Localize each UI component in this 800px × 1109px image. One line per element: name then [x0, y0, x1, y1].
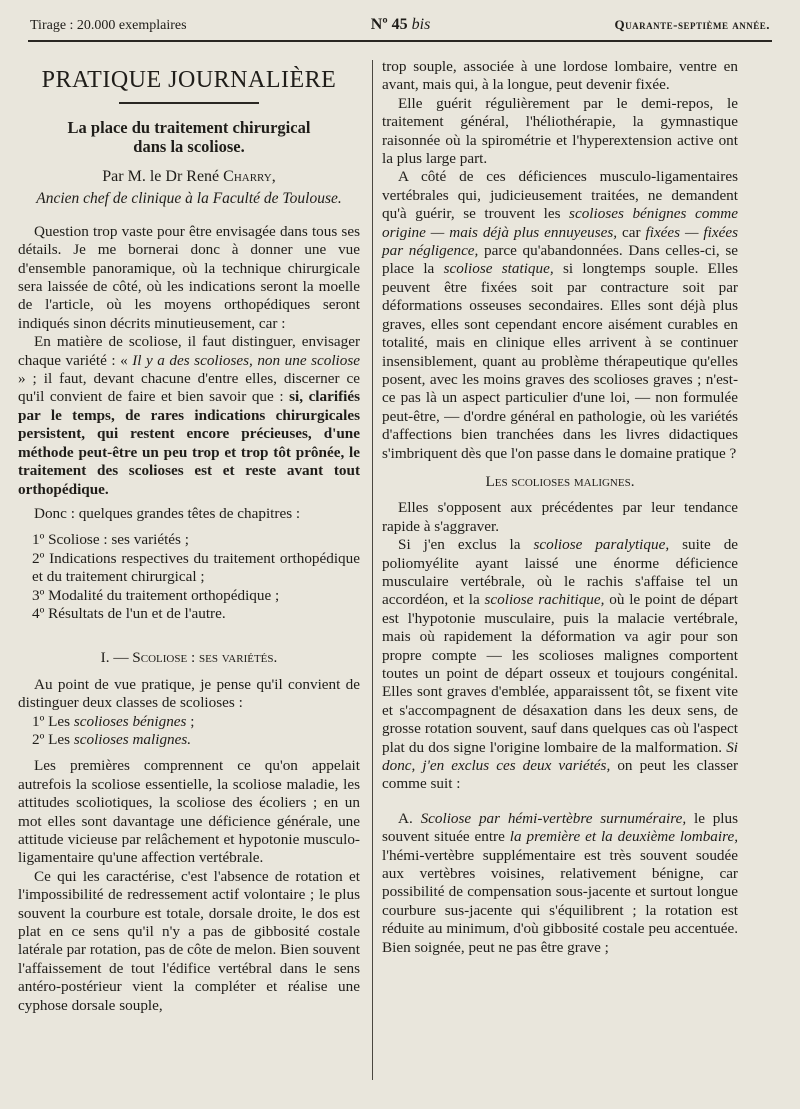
text-run: où le point de départ est l'hypotonie musculaire, puis la malacie vertébrale, mais où rapidement la déformation va agir pour son propre compte — les scolioses malignes comportent toutes un point de départ osseux et toujours congénital. Elles sont graves d'emblée, apparaissent tôt, se fixent vite et s'accompagnent de désaxation dans les deux sens, de grosse rotation souvent, sauf dans quelques cas où l'aspect plat du dos signe l'origine lombaire de la malformation. — [382, 591, 739, 756]
header-rule — [28, 40, 772, 42]
text-run: En matière de scoliose, il faut distinguer, envisager chaque variété : « — [18, 333, 360, 369]
author-affiliation: Ancien chef de clinique à la Faculté de Toulouse. — [36, 190, 342, 208]
text-run: si longtemps souple. Elles peuvent être fixées soit par contracture soit par déformations osseuses secondaires. Elles sont déjà plus graves, elles sont cependant encore aisément curables en totalité, mais en clinique elles arrivent à se continuer insensiblement, quant au problème thérapeutique qu'elles posent, avec les moins graves des scolioses graves ; n'est-ce pas là un aspect particulier d'une loi, — non formulée peut-être, — d'ordre général en pathologie, où les variétés d'affections bien tranchées dans les livres didactiques s'imbriquent dès que l'on passe dans le domaine pratique ? — [382, 260, 739, 462]
emphasis: scoliose statique, — [443, 260, 554, 278]
text-run: ; — [190, 712, 195, 730]
text-run: car — [622, 223, 641, 241]
chapter-list — [18, 531, 360, 623]
text-run: parce qu'abandonnées. Dans celles-ci, se place la — [382, 242, 738, 278]
paragraph: Question trop vaste pour être envisagée dans tous ses détails. Je me bornerai donc à donner une vue d'ensemble panoramique, où la technique chirurgicale sera laissée de côté, où les indications seront la moelle de l'article, où les moyens orthopédiques seront indiqués sinon décrits minutieusement, car : — [18, 222, 360, 332]
text-run: A côté de ces déficiences musculo-ligamentaires vertébrales qui, judicieusement traitées, ne demandent qu'à guérir, se trouvent les — [382, 168, 738, 223]
paragraph — [18, 333, 360, 499]
text-run: A. — [398, 809, 413, 827]
emphasis: scoliose paralytique, — [533, 536, 670, 554]
running-head — [30, 16, 770, 40]
text-run: » ; il faut, devant chacune d'entre elles, discerner ce qu'il convient de faire et bien savoir que : — [18, 370, 360, 406]
subheading: Les scolioses malignes. — [485, 472, 635, 490]
paragraph: Les premières comprennent ce qu'on appelait autrefois la scoliose essentielle, la scoliose maladie, les attitudes scoliotiques, la scoliose des écoliers ; en un mot elles sont davantage une déficience générale, une attitude vicieuse par relâchement et hypotonie musculo-ligamentaire qu'une affection vertébrale. — [18, 757, 360, 867]
emphasis: scolioses malignes. — [73, 730, 192, 748]
text-run: Si j'en exclus la — [398, 536, 521, 554]
article-title-line-2: dans la scoliose. — [133, 137, 245, 156]
paragraph: Au point de vue pratique, je pense qu'il convient de distinguer deux classes de scolioses : — [18, 675, 360, 712]
list-item — [18, 731, 360, 749]
article-title-line-1: La place du traitement chirurgical — [67, 118, 311, 137]
subheading: I. — Scoliose : ses variétés. — [100, 649, 278, 667]
issue-number-prefix: Nº 45 — [370, 16, 408, 33]
list-item — [18, 713, 360, 731]
spacer — [382, 794, 738, 810]
issue-number-suffix: bis — [411, 16, 431, 33]
title-rule — [119, 102, 259, 104]
text-run: on peut les classer comme suit : — [382, 757, 739, 793]
print-run: Tirage : 20.000 exemplaires — [30, 18, 187, 33]
list-item: 3º Modalité du traitement orthopédique ; — [32, 586, 280, 604]
class-list — [18, 713, 360, 750]
emphasis: Si donc, j'en exclus ces deux variétés, — [382, 738, 739, 775]
emphasis: scolioses bénignes — [73, 712, 187, 730]
list-item: 4º Résultats de l'un et de l'autre. — [32, 604, 226, 622]
spacer — [18, 623, 360, 639]
paragraph: Ce qui les caractérise, c'est l'absence de rotation et l'impossibilité de redressement actif volontaire ; le plus souvent la courbure est totale, dorsale droite, le dos est plat en ce sens qu'il n'y a pas de gibbosité costale latérale par rotation, pas de côte de melon. Bien souvent l'affaissement de tout l'édifice vertébral dans le sens antéro-postérieur vient la compléter et réalise une cyphose dorsale souple, — [18, 867, 360, 1014]
bold-statement: si, clarifiés par le temps, de rares indications chirurgicales persistent, qui restent encore précieuses, d'une méthode peut-être un peu trop et trop tôt prônée, le traitement des scolioses est et reste avant tout orthopédique. — [18, 388, 361, 498]
column-divider — [372, 60, 373, 1080]
spacer — [18, 749, 360, 757]
text-run: l'hémi-vertèbre supplémentaire est très souvent soudée aux vertèbres voisines, relativement bénigne, car possibilité de compensation sous-jacente et surtout longue courbure sus-jacente qui s'équilibrent ; la rotation est réduite au minimum, d'où gibbosité costale peu accentuée. Bien soignée, peut ne pas être grave ; — [382, 846, 738, 956]
emphasis: fixées — fixées par négligence, — [382, 223, 738, 260]
emphasis: Il y a des scolioses, non une scoliose — [132, 351, 361, 369]
section-title: PRATIQUE JOURNALIÈRE — [41, 67, 337, 93]
right-column — [382, 58, 738, 957]
paragraph — [382, 536, 738, 794]
list-item: 2º Indications respectives du traitement orthopédique et du traitement chirurgical ; — [32, 549, 360, 586]
article-title — [18, 118, 360, 156]
byline — [18, 168, 360, 186]
paragraph — [382, 168, 738, 463]
emphasis: la première et la deuxième lombaire, — [509, 828, 739, 846]
author-name: Charry, — [223, 168, 276, 185]
left-column — [18, 58, 360, 1015]
text-run: 1º Les — [32, 712, 71, 730]
paragraph: trop souple, associée à une lordose lombaire, ventre en avant, mais qui, à la longue, peut devenir fixée. — [382, 58, 738, 94]
list-item: 1º Scoliose : ses variétés ; — [32, 531, 189, 549]
emphasis: scolioses bénignes comme origine — mais déjà plus ennuyeuses, — [382, 205, 738, 241]
spacer — [18, 523, 360, 531]
byline-prefix: Par M. le Dr René — [102, 168, 220, 185]
text-run: 2º Les — [32, 730, 71, 748]
paragraph: Donc : quelques grandes têtes de chapitres : — [34, 504, 301, 522]
emphasis: Scoliose par hémi-vertèbre surnuméraire, — [420, 809, 687, 827]
text-run: le plus souvent située entre — [382, 809, 739, 846]
paragraph — [382, 810, 738, 957]
text-run: suite de poliomyélite ayant laissé une énorme déficience musculaire vertébrale, où le rachis s'affaise tel un accordéon, et la — [382, 536, 739, 609]
emphasis: scoliose rachitique, — [484, 591, 605, 609]
paragraph: Elle guérit régulièrement par le demi-repos, le traitement général, l'héliothérapie, la gymnastique raisonnée où la spirométrie et l'hyperextension active ont la plus large part. — [382, 94, 738, 168]
publication-year: Quarante-septième année. — [614, 17, 770, 32]
issue-number — [371, 16, 431, 34]
paragraph: Elles s'opposent aux précédentes par leur tendance rapide à s'aggraver. — [382, 499, 738, 535]
